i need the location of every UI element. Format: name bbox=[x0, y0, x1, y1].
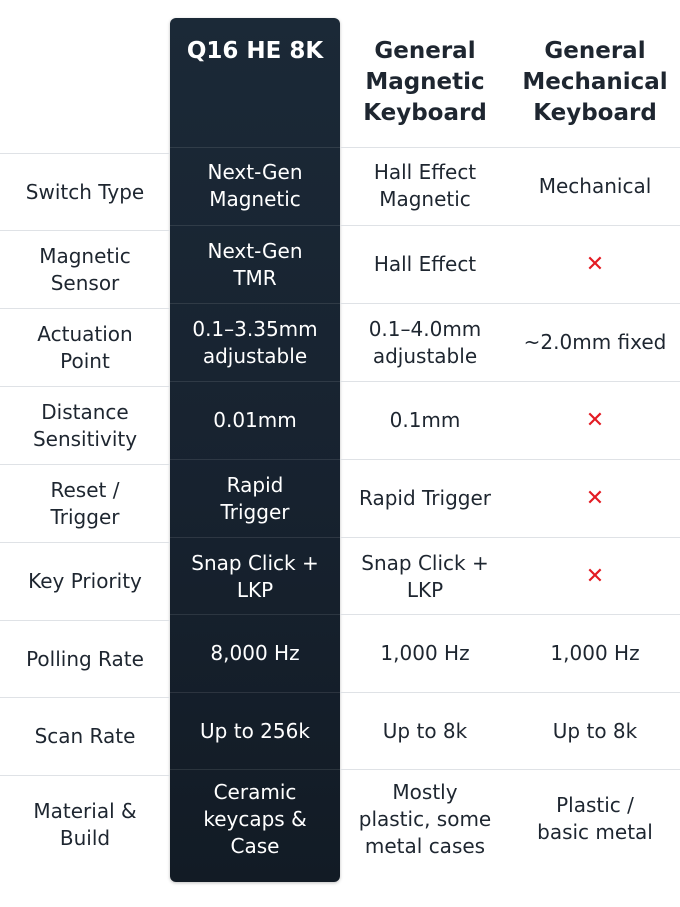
row-label-key-priority: Key Priority bbox=[28, 569, 142, 593]
general-mechanical-scan-rate: Up to 8k bbox=[552, 719, 638, 743]
general-magnetic-distance-sensitivity: 0.1mm bbox=[389, 408, 461, 432]
cross-icon: ✕ bbox=[585, 408, 605, 433]
general-magnetic-reset-trigger: Rapid Trigger bbox=[359, 486, 491, 510]
cross-icon: ✕ bbox=[585, 486, 605, 511]
cross-icon: ✕ bbox=[585, 564, 605, 589]
general-magnetic-scan-rate: Up to 8k bbox=[382, 719, 468, 743]
q16-material-build: Ceramic keycaps & Case bbox=[203, 779, 307, 858]
row-label-magnetic-sensor: Magnetic Sensor bbox=[39, 243, 131, 295]
header-general-mechanical: General Mechanical Keyboard bbox=[522, 38, 668, 126]
general-magnetic-actuation-point: 0.1–4.0mm adjustable bbox=[368, 316, 482, 368]
general-mechanical-switch-type: Mechanical bbox=[538, 173, 652, 198]
general-magnetic-switch-type: Hall Effect Magnetic bbox=[373, 160, 477, 211]
general-magnetic-key-priority: Snap Click + LKP bbox=[361, 550, 489, 602]
general-mechanical-polling-rate: 1,000 Hz bbox=[550, 641, 640, 665]
q16-scan-rate: Up to 256k bbox=[200, 719, 310, 743]
cross-icon: ✕ bbox=[585, 252, 605, 277]
header-general-magnetic: General Magnetic Keyboard bbox=[363, 38, 487, 126]
q16-key-priority: Snap Click + LKP bbox=[191, 550, 319, 602]
q16-switch-type: Next-Gen Magnetic bbox=[207, 160, 303, 211]
row-label-distance-sensitivity: Distance Sensitivity bbox=[32, 399, 138, 451]
q16-polling-rate: 8,000 Hz bbox=[210, 641, 300, 665]
row-label-actuation-point: Actuation Point bbox=[37, 321, 133, 373]
q16-actuation-point: 0.1–3.35mm adjustable bbox=[192, 316, 318, 368]
row-label-polling-rate: Polling Rate bbox=[26, 647, 144, 671]
general-mechanical-actuation-point: ~2.0mm fixed bbox=[523, 330, 667, 354]
q16-magnetic-sensor: Next-Gen TMR bbox=[207, 238, 303, 290]
general-magnetic-magnetic-sensor: Hall Effect bbox=[373, 252, 477, 276]
row-label-material-build: Material & Build bbox=[33, 798, 137, 850]
header-q16: Q16 HE 8K bbox=[186, 38, 324, 64]
q16-reset-trigger: Rapid Trigger bbox=[220, 472, 290, 524]
row-label-scan-rate: Scan Rate bbox=[34, 724, 136, 748]
row-label-reset-trigger: Reset / Trigger bbox=[50, 477, 120, 529]
general-magnetic-polling-rate: 1,000 Hz bbox=[380, 641, 470, 665]
q16-distance-sensitivity: 0.01mm bbox=[213, 408, 297, 432]
general-mechanical-material-build: Plastic / basic metal bbox=[537, 793, 653, 844]
general-magnetic-material-build: Mostly plastic, some metal cases bbox=[358, 779, 492, 858]
row-label-switch-type: Switch Type bbox=[25, 179, 145, 204]
